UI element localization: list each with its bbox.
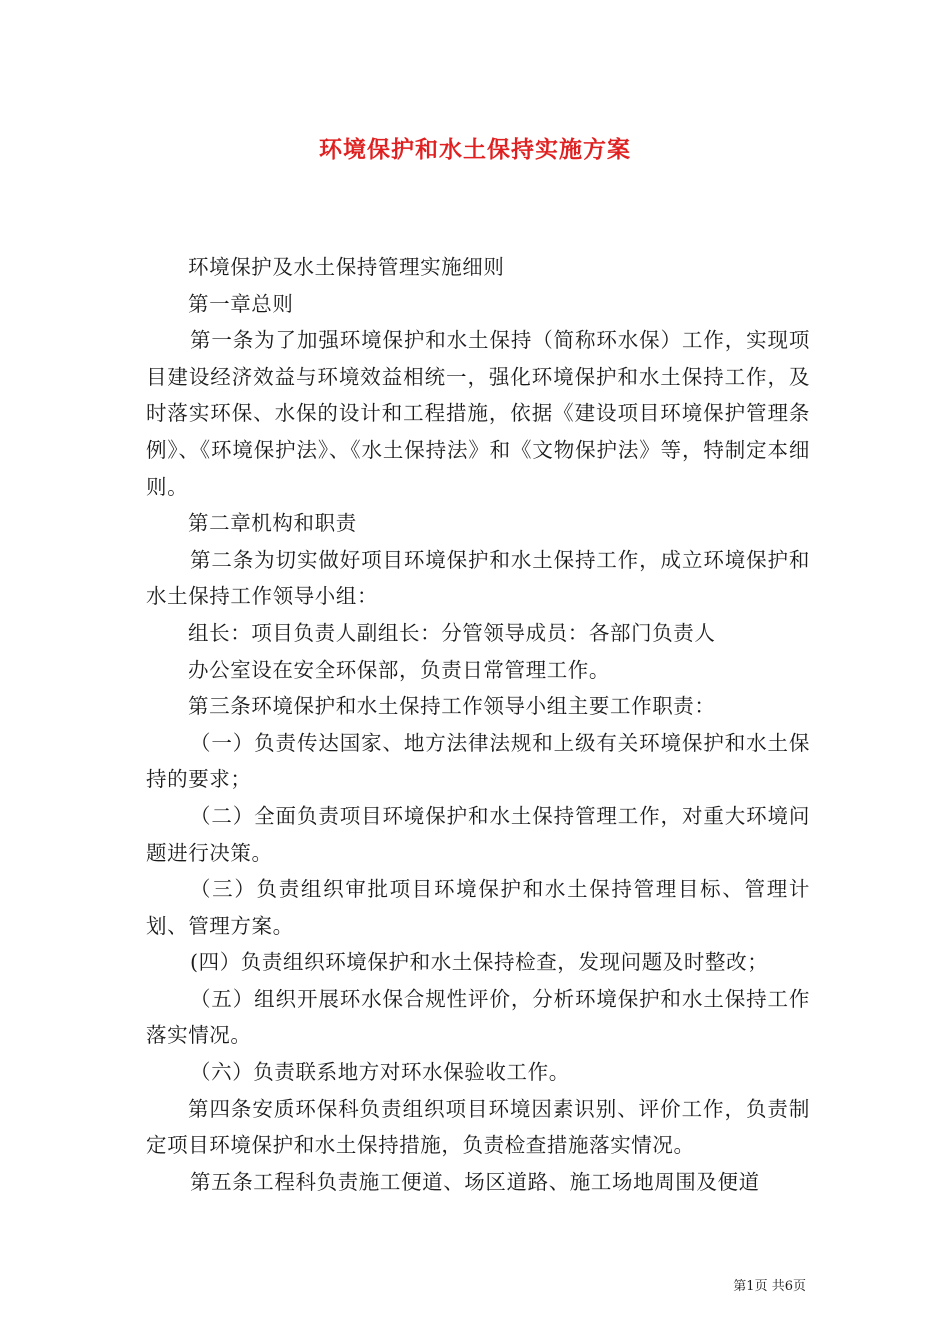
footer-total-pages: 6 <box>784 1279 793 1294</box>
footer-current-page: 1 <box>746 1279 755 1294</box>
paragraph-duty-2: （二）全面负责项目环境保护和水土保持管理工作，对重大环境问题进行决策。 <box>146 803 810 865</box>
document-body <box>146 249 810 1200</box>
paragraph-chapter-2: 第二章机构和职责 <box>188 511 357 536</box>
paragraph-duty-6: （六）负责联系地方对环水保验收工作。 <box>190 1060 570 1085</box>
footer-middle: 页 共 <box>754 1279 785 1294</box>
paragraph-subtitle: 环境保护及水土保持管理实施细则 <box>188 255 505 279</box>
paragraph-duty-5: （五）组织开展环水保合规性评价，分析环境保护和水土保持工作落实情况。 <box>146 986 810 1048</box>
page-footer <box>733 1275 806 1294</box>
paragraph-duty-3: （三）负责组织审批项目环境保护和水土保持管理目标、管理计划、管理方案。 <box>146 877 810 938</box>
paragraph-article-5: 第五条工程科负责施工便道、场区道路、施工场地周围及便道 <box>190 1169 760 1194</box>
paragraph-article-4: 第四条安质环保科负责组织项目环境因素识别、评价工作，负责制定项目环境保护和水土保持措施，负责检查措施落实情况。 <box>146 1096 810 1158</box>
paragraph-office: 办公室设在安全环保部，负责日常管理工作。 <box>188 657 610 682</box>
paragraph-article-3: 第三条环境保护和水土保持工作领导小组主要工作职责： <box>188 694 716 719</box>
paragraph-duty-1: （一）负责传达国家、地方法律法规和上级有关环境保护和水土保持的要求； <box>146 730 810 792</box>
paragraph-duty-4: (四）负责组织环境保护和水土保持检查，发现问题及时整改； <box>190 950 769 975</box>
footer-suffix: 页 <box>792 1279 806 1294</box>
paragraph-article-2: 第二条为切实做好项目环境保护和水土保持工作，成立环境保护和水土保持工作领导小组： <box>146 547 810 609</box>
footer-prefix: 第 <box>733 1279 747 1294</box>
paragraph-group-members: 组长：项目负责人副组长：分管领导成员：各部门负责人 <box>188 620 716 645</box>
document-title: 环境保护和水土保持实施方案 <box>319 136 631 163</box>
paragraph-chapter-1: 第一章总则 <box>188 291 294 316</box>
paragraph-article-1: 第一条为了加强环境保护和水土保持（简称环水保）工作，实现项目建设经济效益与环境效益相统一，强化环境保护和水土保持工作，及时落实环保、水保的设计和工程措施，依据《建设项目环境保护管理条例》、《环境保护法》、《水土保持法》和《文物保护法》等，特制定本细则。 <box>146 328 810 499</box>
